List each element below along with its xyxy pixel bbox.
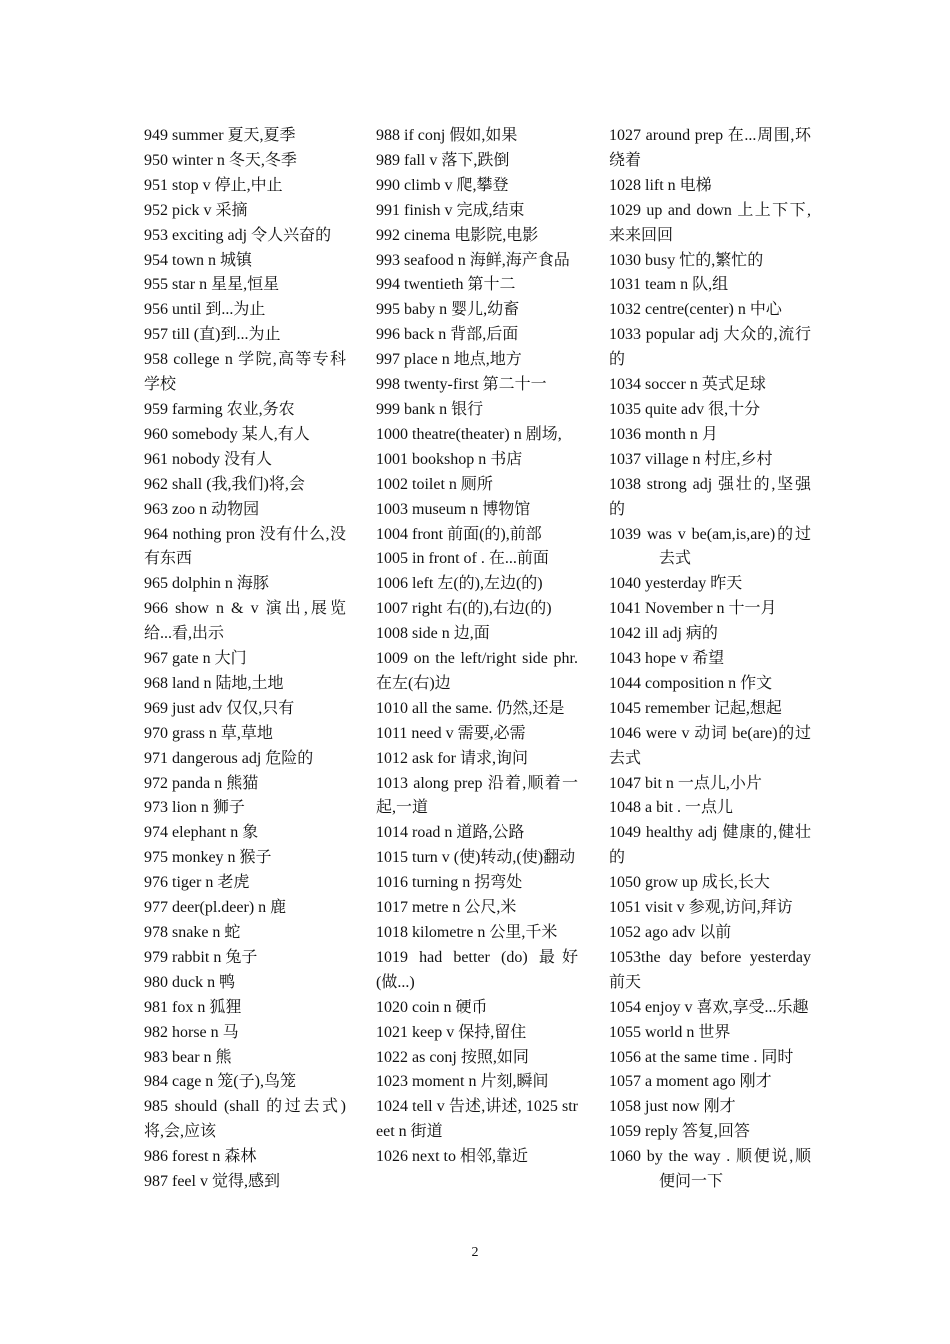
vocabulary-column-3: [609, 124, 811, 1195]
vocab-entry: 995 baby n 婴儿,幼畜: [376, 301, 520, 319]
vocab-entry: 979 rabbit n 兔子: [144, 948, 258, 966]
vocab-entry: 994 twentieth 第十二: [376, 276, 516, 294]
vocab-entry: 975 monkey n 猴子: [144, 849, 272, 867]
vocab-entry: 985 should (shall 的过去式)将,会,应该: [144, 1098, 346, 1141]
vocab-entry: 968 land n 陆地,土地: [144, 674, 284, 692]
vocab-entry: 1043 hope v 希望: [609, 650, 725, 668]
vocab-entry: 999 bank n 银行: [376, 400, 484, 418]
vocab-entry: 1055 world n 世界: [609, 1023, 731, 1041]
vocab-entry: 969 just adv 仅仅,只有: [144, 699, 295, 717]
vocab-entry: 953 exciting adj 令人兴奋的: [144, 226, 332, 244]
vocab-entry: 961 nobody 没有人: [144, 450, 273, 468]
vocab-entry: 1024 tell v 告述,讲述, 1025 street n 街道: [376, 1098, 578, 1141]
vocab-entry: 987 feel v 觉得,感到: [144, 1173, 280, 1191]
vocab-entry: 1053the day before yesterday 前天: [609, 948, 811, 991]
vocabulary-column-2: [376, 124, 578, 1170]
vocab-entry: 1054 enjoy v 喜欢,享受...乐趣: [609, 998, 809, 1016]
vocab-entry: 1040 yesterday 昨天: [609, 575, 743, 593]
vocab-entry: 967 gate n 大门: [144, 650, 247, 668]
vocab-entry: 978 snake n 蛇: [144, 924, 241, 941]
vocab-entry: 964 nothing pron 没有什么,没有东西: [144, 525, 346, 568]
vocab-entry: 1020 coin n 硬币: [376, 998, 488, 1016]
vocab-entry: 1045 remember 记起,想起: [609, 699, 782, 717]
vocab-entry: 962 shall (我,我们)将,会: [144, 475, 305, 493]
vocab-entry: 1007 right 右(的),右边(的): [376, 600, 552, 618]
vocab-entry: 1008 side n 边,面: [376, 625, 490, 643]
vocab-entry: 951 stop v 停止,中止: [144, 176, 283, 194]
vocab-entry: 997 place n 地点,地方: [376, 351, 522, 369]
vocab-entry: 1000 theatre(theater) n 剧场,: [376, 425, 562, 443]
vocab-entry: 1021 keep v 保持,留住: [376, 1023, 527, 1041]
vocab-entry: 1046 were v 动词 be(are)的过去式: [609, 724, 811, 767]
vocab-entry: 1027 around prep 在...周围,环绕着: [609, 127, 811, 169]
vocab-entry: 984 cage n 笼(子),鸟笼: [144, 1073, 296, 1091]
vocab-entry: 991 finish v 完成,结束: [376, 201, 525, 219]
vocab-entry: 1019 had better (do) 最好(做...): [376, 948, 578, 991]
vocab-entry: 1033 popular adj 大众的,流行的: [609, 326, 811, 369]
vocab-entry: 960 somebody 某人,有人: [144, 425, 310, 443]
vocab-entry: 1028 lift n 电梯: [609, 176, 712, 194]
vocab-entry: 1002 toilet n 厕所: [376, 475, 493, 493]
vocab-entry: 957 till (直)到...为止: [144, 326, 281, 344]
vocab-entry: 1005 in front of . 在...前面: [376, 550, 549, 568]
vocab-entry: 977 deer(pl.deer) n 鹿: [144, 899, 287, 917]
vocab-entry: 971 dangerous adj 危险的: [144, 749, 314, 767]
vocab-entry: 1016 turning n 拐弯处: [376, 874, 523, 892]
vocab-entry: 1015 turn v (使)转动,(使)翻动: [376, 849, 576, 867]
vocab-entry: 1026 next to 相邻,靠近: [376, 1148, 528, 1166]
vocab-entry: 956 until 到...为止: [144, 301, 266, 319]
vocab-entry: 1001 bookshop n 书店: [376, 450, 523, 468]
vocab-entry: 1037 village n 村庄,乡村: [609, 450, 773, 468]
vocab-entry: 954 town n 城镇: [144, 251, 253, 269]
vocab-entry: 988 if conj 假如,如果: [376, 127, 518, 144]
vocab-entry: 1036 month n 月: [609, 425, 718, 443]
vocab-entry: 1012 ask for 请求,询问: [376, 749, 528, 767]
vocab-entry: 1013 along prep 沿着,顺着一起,一道: [376, 774, 578, 817]
vocab-entry: 1018 kilometre n 公里,千米: [376, 924, 558, 941]
vocab-entry: 1060 by the way . 顺便说,顺便问一下: [609, 1148, 811, 1191]
vocab-entry: 1050 grow up 成长,长大: [609, 874, 770, 892]
vocab-entry: 1052 ago adv 以前: [609, 924, 732, 941]
vocab-entry: 1014 road n 道路,公路: [376, 824, 525, 842]
vocab-entry: 996 back n 背部,后面: [376, 326, 519, 344]
vocab-entry: 980 duck n 鸭: [144, 973, 236, 991]
vocab-entry: 976 tiger n 老虎: [144, 874, 250, 892]
vocab-entry: 972 panda n 熊猫: [144, 774, 259, 792]
vocab-entry: 1035 quite adv 很,十分: [609, 400, 761, 418]
page-number: 2: [471, 1245, 479, 1260]
vocab-entry: 1034 soccer n 英式足球: [609, 376, 766, 394]
vocab-entry: 989 fall v 落下,跌倒: [376, 151, 510, 169]
vocab-entry: 998 twenty-first 第二十一: [376, 376, 547, 394]
vocab-entry: 982 horse n 马: [144, 1023, 239, 1041]
vocab-entry: 1058 just now 刚才: [609, 1098, 736, 1116]
vocab-entry: 1038 strong adj 强壮的,坚强的: [609, 475, 811, 518]
vocab-entry: 1044 composition n 作文: [609, 674, 773, 692]
vocab-entry: 1010 all the same. 仍然,还是: [376, 699, 565, 717]
vocab-entry: 963 zoo n 动物园: [144, 500, 260, 518]
vocab-entry: 1029 up and down 上上下下,来来回回: [609, 201, 811, 244]
vocab-entry: 949 summer 夏天,夏季: [144, 127, 296, 144]
vocab-entry: 1049 healthy adj 健康的,健壮的: [609, 824, 811, 867]
vocab-entry: 983 bear n 熊: [144, 1048, 232, 1066]
vocab-entry: 1003 museum n 博物馆: [376, 500, 531, 518]
vocab-entry: 986 forest n 森林: [144, 1148, 257, 1166]
vocab-entry: 966 show n & v 演出,展览给...看,出示: [144, 600, 346, 643]
vocab-entry: 958 college n 学院,高等专科学校: [144, 351, 346, 394]
vocab-entry: 973 lion n 狮子: [144, 799, 245, 817]
vocab-entry: 981 fox n 狐狸: [144, 998, 242, 1016]
vocab-entry: 950 winter n 冬天,冬季: [144, 151, 297, 169]
vocab-entry: 1017 metre n 公尺,米: [376, 899, 517, 917]
vocab-entry: 1006 left 左(的),左边(的): [376, 575, 543, 593]
vocab-entry: 1022 as conj 按照,如同: [376, 1048, 529, 1066]
vocab-entry: 1032 centre(center) n 中心: [609, 301, 782, 319]
vocab-entry: 959 farming 农业,务农: [144, 400, 295, 418]
vocab-entry: 970 grass n 草,草地: [144, 724, 273, 742]
vocab-entry: 1056 at the same time . 同时: [609, 1048, 794, 1066]
vocab-entry: 1031 team n 队,组: [609, 276, 729, 294]
vocab-entry: 992 cinema 电影院,电影: [376, 226, 539, 244]
vocab-entry: 1051 visit v 参观,访问,拜访: [609, 899, 793, 917]
vocab-entry: 1039 was v be(am,is,are)的过去式: [609, 525, 811, 568]
vocab-entry: 1023 moment n 片刻,瞬间: [376, 1073, 549, 1091]
vocab-entry: 993 seafood n 海鲜,海产食品: [376, 251, 570, 269]
vocab-entry: 1004 front 前面(的),前部: [376, 525, 542, 543]
vocab-entry: 1011 need v 需要,必需: [376, 724, 526, 742]
vocab-entry: 1009 on the left/right side phr. 在左(右)边: [376, 650, 578, 692]
vocab-entry: 974 elephant n 象: [144, 824, 259, 842]
vocab-entry: 1042 ill adj 病的: [609, 625, 718, 643]
vocabulary-column-1: [144, 124, 346, 1195]
vocab-entry: 1030 busy 忙的,繁忙的: [609, 251, 764, 269]
vocab-entry: 1059 reply 答复,回答: [609, 1123, 750, 1141]
vocab-entry: 1047 bit n 一点儿,小片: [609, 774, 762, 792]
vocab-entry: 955 star n 星星,恒星: [144, 276, 280, 294]
vocab-entry: 952 pick v 采摘: [144, 201, 248, 219]
vocab-entry: 990 climb v 爬,攀登: [376, 176, 509, 194]
vocab-entry: 965 dolphin n 海豚: [144, 575, 269, 593]
vocab-entry: 1048 a bit . 一点儿: [609, 799, 733, 817]
vocab-entry: 1041 November n 十一月: [609, 600, 777, 618]
vocab-entry: 1057 a moment ago 刚才: [609, 1073, 772, 1091]
